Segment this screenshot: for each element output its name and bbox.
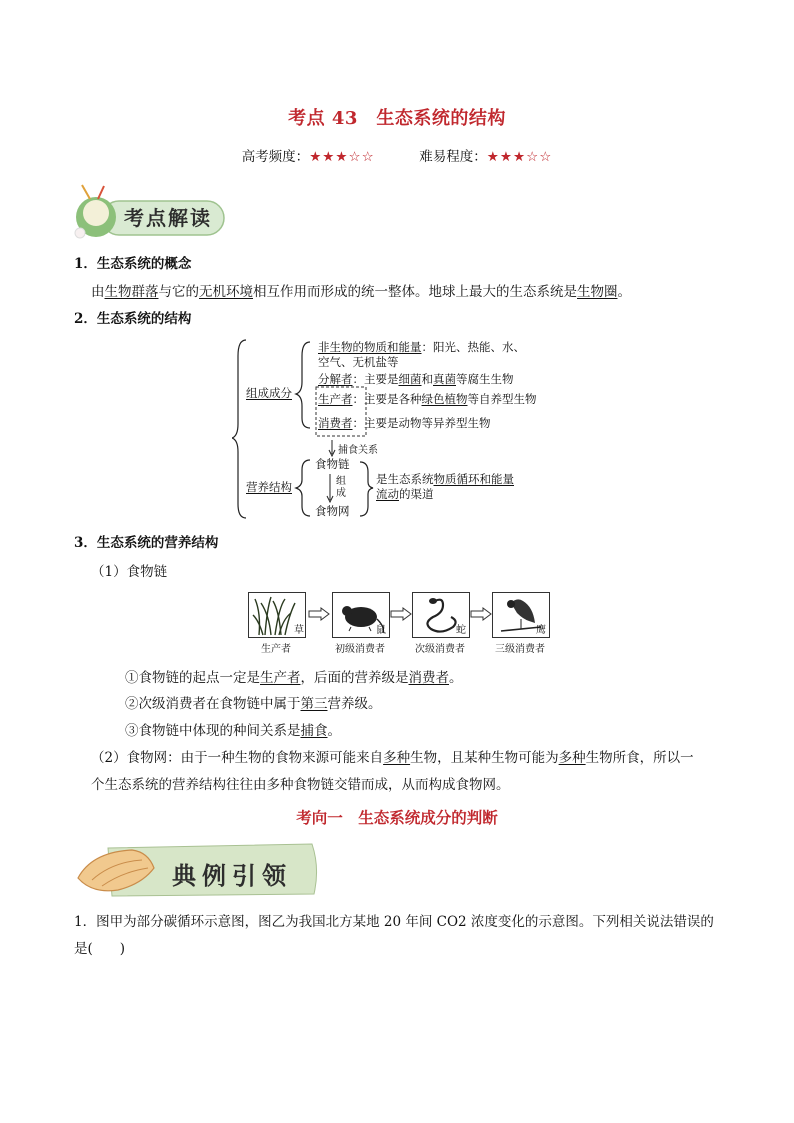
channel-text-2: 流动的渠道 xyxy=(376,487,434,501)
section-1-heading: 1．生态系统的概念 xyxy=(74,256,192,272)
producer-caption: 生产者 xyxy=(261,644,291,655)
hawk-label: 鹰 xyxy=(536,625,546,636)
section-1-paragraph: 由生物群落与它的无机环境相互作用而形成的统一整体。地球上最大的生态系统是生物圈。 xyxy=(91,284,631,300)
food-chain-label: 食物链 xyxy=(315,457,350,471)
subsection-food-chain: （1）食物链 xyxy=(91,564,168,580)
question-line2: 是( ) xyxy=(74,941,126,957)
primary-consumer-caption: 初级消费者 xyxy=(335,644,385,655)
food-web-paragraph-line1: （2）食物网：由于一种生物的食物来源可能来自多种生物，且某种生物可能为多种生物所食，所以一 xyxy=(91,750,694,766)
grass-box xyxy=(248,592,306,638)
composition-label: 组成成分 xyxy=(246,386,292,400)
tertiary-consumer-caption: 三级消费者 xyxy=(495,644,545,655)
food-web-label: 食物网 xyxy=(315,504,350,518)
arrow-right-icon xyxy=(308,607,330,621)
page-title: 考点 43 生态系统的结构 xyxy=(288,108,506,129)
difficulty-label: 难易程度： xyxy=(419,149,487,165)
banner-dianli-text: 典例引领 xyxy=(172,861,292,890)
mouse-box xyxy=(332,592,390,638)
section-3-heading: 3．生态系统的营养结构 xyxy=(74,535,219,551)
abiotic-component: 非生物的物质和能量：阳光、热能、水、 xyxy=(318,340,525,354)
consumer-row: 消费者：主要是动物等异养型生物 xyxy=(318,416,491,430)
hawk-box xyxy=(492,592,550,638)
structure-diagram xyxy=(232,336,572,522)
point-3: ③食物链中体现的种间关系是捕食。 xyxy=(125,723,341,739)
direction-heading: 考向一 生态系统成分的判断 xyxy=(296,808,498,827)
grass-label: 草 xyxy=(294,625,304,636)
snake-label: 蛇 xyxy=(456,625,466,636)
frequency-stars: ★★★☆☆ xyxy=(309,149,375,165)
arrow-right-icon xyxy=(470,607,492,621)
arrow-right-icon xyxy=(390,607,412,621)
trophic-label: 营养结构 xyxy=(246,480,292,494)
channel-text-1: 是生态系统物质循环和能量 xyxy=(376,472,514,486)
frequency-label: 高考频度： xyxy=(241,149,310,165)
decomposer-row: 分解者：主要是细菌和真菌等腐生生物 xyxy=(318,372,514,386)
point-1: ①食物链的起点一定是生产者，后面的营养级是消费者。 xyxy=(125,670,463,686)
abiotic-examples: 空气、无机盐等 xyxy=(318,355,399,369)
banner-dianli xyxy=(72,838,322,904)
predation-label: 捕食关系 xyxy=(338,445,378,456)
banner-kaodian-text: 考点解读 xyxy=(124,206,212,230)
food-web-paragraph-line2: 个生态系统的营养结构往往由多种食物链交错而成，从而构成食物网。 xyxy=(91,777,510,793)
secondary-consumer-caption: 次级消费者 xyxy=(415,644,465,655)
producer-row: 生产者：主要是各种绿色植物等自养型生物 xyxy=(318,392,537,406)
banner-kaodian xyxy=(68,183,228,241)
mouse-label: 鼠 xyxy=(376,625,386,636)
point-2: ②次级消费者在食物链中属于第三营养级。 xyxy=(125,696,382,712)
section-2-heading: 2．生态系统的结构 xyxy=(74,311,192,327)
question-line1: 1．图甲为部分碳循环示意图，图乙为我国北方某地 20 年间 CO2 浓度变化的示意图。下列相关说法错误的 xyxy=(74,914,714,930)
rating-row xyxy=(0,145,794,165)
snake-box xyxy=(412,592,470,638)
compose-label: 组成 xyxy=(336,476,346,499)
food-chain-figure xyxy=(246,590,556,662)
difficulty-stars: ★★★☆☆ xyxy=(486,149,553,165)
